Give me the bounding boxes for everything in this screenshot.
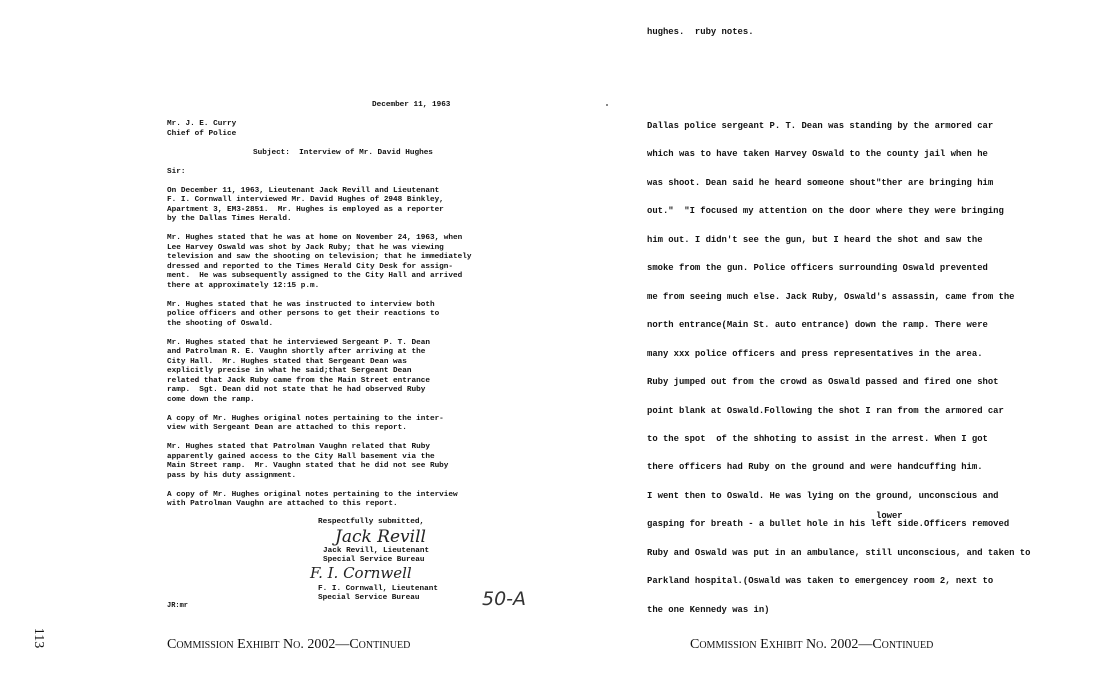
notes-line: I went then to Oswald. He was lying on the ground, unconscious and — [647, 490, 999, 501]
speck — [606, 104, 608, 106]
notes-line: Ruby jumped out from the crowd as Oswald passed and fired one shot — [647, 377, 999, 388]
text-line: A copy of Mr. Hughes original notes pertaining to the inter- — [167, 414, 444, 423]
text-line: television and saw the shooting on television; that he immediately — [167, 253, 472, 261]
notes-line: smoke from the gun. Police officers surrounding Oswald prevented — [647, 263, 988, 274]
text-line: dressed and reported to the Times Herald City Desk for assign- — [167, 262, 454, 271]
notes-line: Parkland hospital.(Oswald was taken to emergencey room 2, next to — [647, 576, 994, 587]
paragraph — [167, 234, 497, 291]
exhibit-stamp: 50-A — [482, 588, 527, 610]
notes-line: north entrance(Main St. auto entrance) down the ramp. There were — [647, 320, 988, 331]
text-line: explicitly precise in what he said;that Sergeant Dean — [167, 367, 412, 375]
notes-line: the one Kennedy was in) — [647, 604, 770, 615]
text-line: Mr. Hughes stated that he was instructed to interview both — [167, 300, 435, 309]
text-line: by the Dallas Times Herald. — [167, 215, 292, 223]
letter-date: December 11, 1963 — [372, 101, 451, 109]
text-line: Mr. Hughes stated that Patrolman Vaughn related that Ruby — [167, 443, 430, 451]
exhibit-caption-left: Commission Exhibit No. 2002—Continued — [167, 637, 411, 652]
notes-line: him out. I didn't see the gun, but I heard the shot and saw the — [647, 234, 983, 245]
notes-line: many xxx police officers and press representatives in the area. — [647, 348, 983, 359]
text-line: Apartment 3, EM3-2851. Mr. Hughes is employed as a reporter — [167, 205, 444, 214]
notes-line: out." "I focused my attention on the door where they were bringing — [647, 206, 1004, 217]
notes-line: me from seeing much else. Jack Ruby, Oswald's assassin, came from the — [647, 291, 1015, 302]
text-line: the shooting of Oswald. — [167, 319, 274, 328]
text-line: Main Street ramp. Mr. Vaughn stated that he did not see Ruby — [167, 462, 449, 470]
paragraph — [167, 301, 497, 330]
signature-cornwall: F. I. Cornwell — [310, 564, 412, 582]
notes-line: Ruby and Oswald was put in an ambulance, still unconscious, and taken to — [647, 547, 1031, 558]
salutation: Sir: — [167, 167, 186, 176]
text-line: come down the ramp. — [167, 395, 255, 404]
text-line: ramp. Sgt. Dean did not state that he had observed Ruby — [167, 386, 426, 394]
text-line: view with Sergeant Dean are attached to this report. — [167, 424, 407, 432]
addressee — [167, 120, 497, 139]
text-line: police officers and other persons to get their reactions to — [167, 310, 440, 318]
paragraph — [167, 443, 497, 481]
paragraph — [167, 187, 497, 225]
text-line: F. I. Cornwall interviewed Mr. David Hughes of 2948 Binkley, — [167, 196, 444, 204]
insertion-word: lower — [876, 511, 903, 521]
paragraph — [167, 491, 497, 510]
text-line: and Patrolman R. E. Vaughn shortly after arriving at the — [167, 348, 426, 356]
paragraph — [167, 415, 497, 434]
notes-line: point blank at Oswald.Following the shot I ran from the armored car — [647, 405, 1004, 416]
text-line: On December 11, 1963, Lieutenant Jack Revill and Lieutenant — [167, 186, 440, 195]
notes-header: hughes. ruby notes. — [647, 27, 754, 37]
notes-line: which was to have taken Harvey Oswald to the county jail when he — [647, 149, 988, 160]
text-line: related that Jack Ruby came from the Main Street entrance — [167, 376, 430, 385]
text-line: A copy of Mr. Hughes original notes pertaining to the interview — [167, 490, 458, 499]
text-line: Mr. Hughes stated that he interviewed Sergeant P. T. Dean — [167, 338, 430, 347]
text-line: Lee Harvey Oswald was shot by Jack Ruby; that he was viewing — [167, 243, 444, 252]
signature-revill: Jack Revill — [335, 527, 426, 547]
signer-2-unit: Special Service Bureau — [318, 594, 420, 602]
text-line: pass by his duty assignment. — [167, 471, 297, 480]
paragraphs — [167, 187, 497, 510]
notes-line: Dallas police sergeant P. T. Dean was standing by the armored car — [647, 121, 994, 131]
subject-line: Subject: Interview of Mr. David Hughes — [253, 148, 433, 157]
typist-initials: JR:mr — [167, 602, 189, 610]
addressee-title: Chief of Police — [167, 129, 237, 138]
notes-line: gasping for breath - a bullet hole in his left side.Officers removed — [647, 519, 1010, 530]
page-number: 113 — [31, 627, 47, 649]
notes-line: to the spot of the shhoting to assist in the arrest. When I got — [647, 433, 988, 444]
closing: Respectfully submitted, — [318, 518, 425, 526]
text-line: City Hall. Mr. Hughes stated that Sergeant Dean was — [167, 357, 407, 366]
exhibit-caption-right: Commission Exhibit No. 2002—Continued — [690, 637, 934, 652]
signer-1-name: Jack Revill, Lieutenant — [323, 546, 430, 555]
text-line: Mr. Hughes stated that he was at home on November 24, 1963, when — [167, 234, 463, 242]
text-line: apparently gained access to the City Hall basement via the — [167, 452, 435, 461]
paragraph — [167, 339, 497, 406]
addressee-name: Mr. J. E. Curry — [167, 120, 237, 128]
text-line: ment. He was subsequently assigned to the City Hall and arrived — [167, 272, 463, 280]
notes-line: was shoot. Dean said he heard someone shout"ther are bringing him — [647, 177, 994, 188]
signer-2-name: F. I. Cornwall, Lieutenant — [318, 584, 438, 593]
letter-body — [167, 101, 497, 519]
text-line: there at approximately 12:15 p.m. — [167, 281, 320, 290]
signer-1-unit: Special Service Bureau — [323, 556, 425, 564]
text-line: with Patrolman Vaughn are attached to this report. — [167, 500, 398, 508]
notes-line: there officers had Ruby on the ground and were handcuffing him. — [647, 462, 983, 473]
